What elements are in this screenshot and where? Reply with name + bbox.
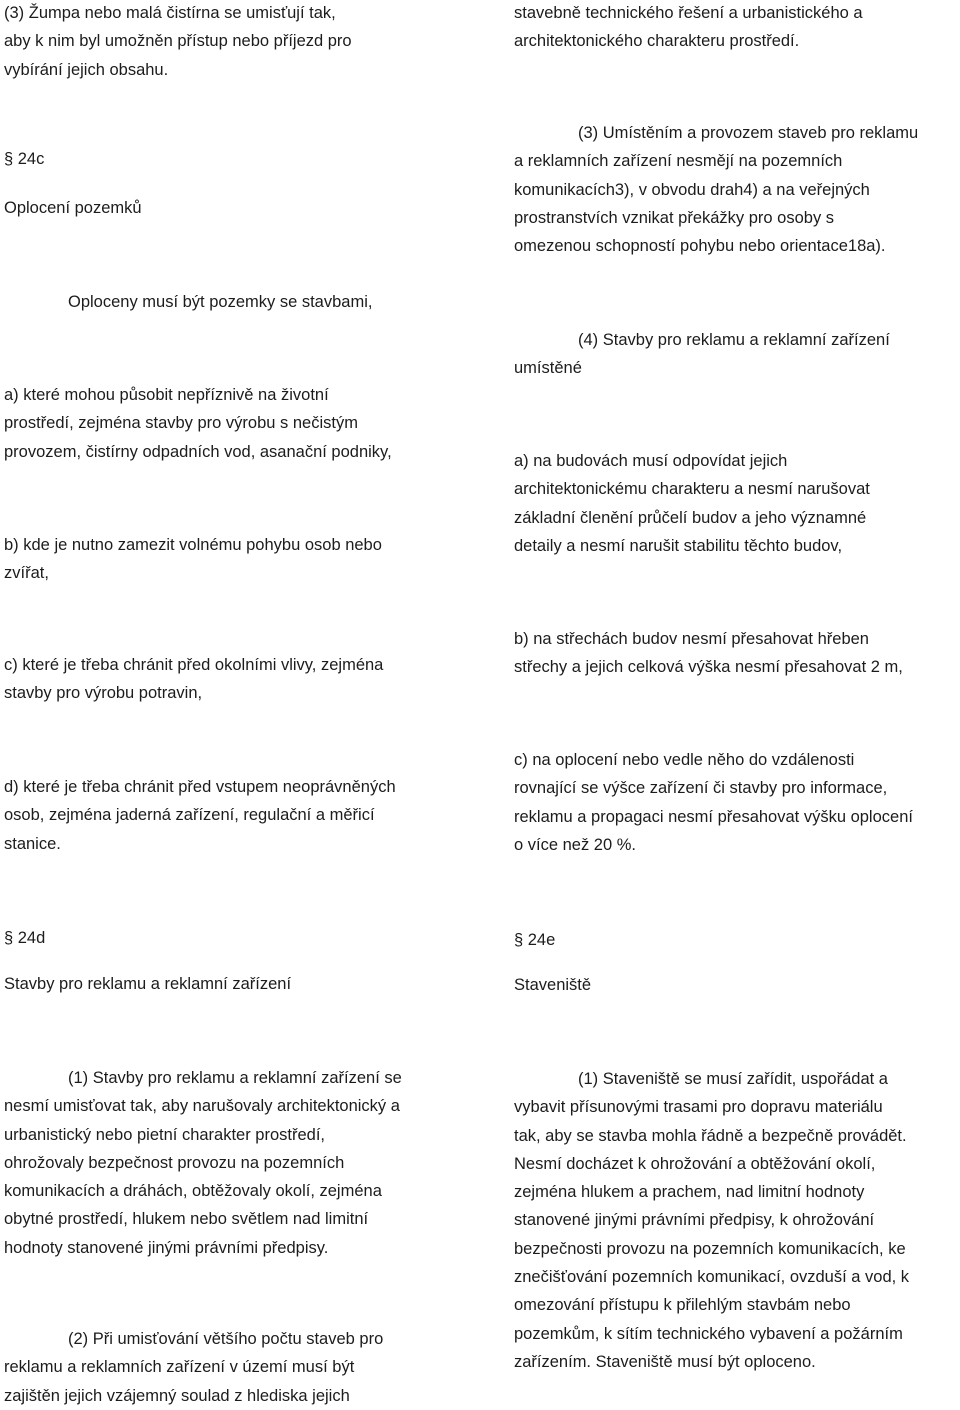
text-line: provozem, čistírny odpadních vod, asanační podniky, (4, 442, 392, 461)
text-line: osob, zejména jaderná zařízení, regulační a měřicí (4, 806, 375, 825)
section-24d-number: § 24d (4, 929, 46, 947)
text-line: d) které je třeba chránit před vstupem neoprávněných (4, 778, 396, 796)
text-line: urbanistický nebo pietní charakter prostředí, (4, 1125, 326, 1144)
text-line: (3) Žumpa nebo malá čistírna se umisťují tak, (4, 4, 336, 22)
advert-item-a (514, 447, 870, 560)
text-line: zařízením. Staveniště musí být oploceno. (514, 1352, 816, 1371)
text-line: (2) Při umisťování většího počtu staveb pro (68, 1330, 384, 1348)
text-line: detaily a nesmí narušit stabilitu těchto budov, (514, 536, 843, 555)
right-top-fragment (514, 0, 863, 56)
text-line: umístěné (514, 359, 582, 378)
text-line: znečišťování pozemních komunikací, ovzduší a vod, k (514, 1268, 910, 1287)
text-line: základní členění průčelí budov a jeho významné (514, 508, 867, 527)
text-line: (1) Staveniště se musí zařídit, uspořádat a (578, 1070, 888, 1088)
text-line: komunikacích a dráhách, obtěžovaly okolí, zejména (4, 1182, 382, 1201)
left-top-fragment (4, 0, 352, 84)
text-line: vybavit přísunovými trasami pro dopravu materiálu (514, 1098, 883, 1117)
text-line: reklamu a propagaci nesmí přesahovat výšku oplocení (514, 807, 913, 826)
section-24c-title: Oplocení pozemků (4, 199, 142, 217)
fencing-item-d (4, 773, 396, 858)
text-line: aby k nim byl umožněn přístup nebo příjezd pro (4, 32, 352, 51)
advert-para-4 (514, 326, 890, 383)
text-line: o více než 20 %. (514, 835, 636, 854)
advert-item-c (514, 746, 913, 859)
text-line: (1) Stavby pro reklamu a reklamní zařízení se (68, 1069, 402, 1087)
text-line: (4) Stavby pro reklamu a reklamní zařízení (578, 331, 890, 349)
text-line: c) které je třeba chránit před okolními vlivy, zejména (4, 656, 384, 674)
text-line: omezenou schopností pohybu nebo orientace18a). (514, 237, 886, 256)
text-line: stanice. (4, 834, 61, 853)
text-line: stavby pro výrobu potravin, (4, 684, 203, 703)
text-line: nesmí umisťovat tak, aby narušovaly architektonický a (4, 1097, 400, 1116)
text-line: a reklamních zařízení nesmějí na pozemních (514, 152, 843, 171)
text-line: zejména hlukem a prachem, nad limitní hodnoty (514, 1183, 865, 1202)
fencing-item-a (4, 381, 392, 466)
text-line: vybírání jejich obsahu. (4, 60, 169, 79)
text-line: reklamu a reklamních zařízení v území musí být (4, 1358, 355, 1377)
text-line: architektonickému charakteru a nesmí narušovat (514, 480, 870, 499)
text-line: omezování přístupu k přilehlým stavbám nebo (514, 1296, 851, 1315)
text-line: obytné prostředí, hlukem nebo světlem nad limitní (4, 1210, 369, 1229)
text-line: c) na oplocení nebo vedle něho do vzdálenosti (514, 751, 855, 769)
section-24e-title: Staveniště (514, 976, 592, 994)
text-line: b) kde je nutno zamezit volnému pohybu osob nebo (4, 536, 382, 554)
text-line: komunikacích3), v obvodu drah4) a na veřejných (514, 180, 870, 199)
advert-item-b (514, 625, 903, 682)
text-line: stanovené jinými právními předpisy, k ohrožování (514, 1211, 875, 1230)
text-line: prostranstvích vznikat překážky pro osoby s (514, 208, 835, 227)
text-line: architektonického charakteru prostředí. (514, 32, 800, 51)
fencing-item-b (4, 531, 382, 588)
fencing-intro: Oploceny musí být pozemky se stavbami, (68, 293, 373, 311)
text-line: ohrožovaly bezpečnost provozu na pozemních (4, 1153, 345, 1172)
text-line: zajištěn jejich vzájemný soulad z hlediska jejich (4, 1386, 350, 1405)
text-line: střechy a jejich celková výška nesmí přesahovat 2 m, (514, 658, 903, 677)
section-24c-number: § 24c (4, 150, 45, 168)
text-line: (3) Umístěním a provozem staveb pro reklamu (578, 124, 919, 142)
text-line: b) na střechách budov nesmí přesahovat hřeben (514, 630, 869, 648)
text-line: hodnoty stanovené jinými právními předpisy. (4, 1238, 329, 1257)
advert-para-1 (4, 1064, 402, 1262)
text-line: stavebně technického řešení a urbanistického a (514, 4, 863, 22)
text-line: zvířat, (4, 564, 49, 583)
text-line: bezpečnosti provozu na pozemních komunikacích, ke (514, 1239, 906, 1258)
fencing-item-c (4, 651, 383, 708)
text-line: pozemkům, k sítím technického vybavení a požárním (514, 1324, 903, 1343)
section-24e-number: § 24e (514, 931, 556, 949)
text-line: rovnající se výšce zařízení či stavby pro informace, (514, 779, 888, 798)
text-line: Nesmí docházet k ohrožování a obtěžování okolí, (514, 1154, 876, 1173)
text-line: a) na budovách musí odpovídat jejich (514, 452, 788, 470)
section-24d-title: Stavby pro reklamu a reklamní zařízení (4, 975, 292, 993)
advert-para-2 (4, 1325, 383, 1410)
site-para-1 (514, 1065, 909, 1376)
text-line: tak, aby se stavba mohla řádně a bezpečně provádět. (514, 1126, 907, 1145)
advert-para-3 (514, 119, 918, 260)
text-line: a) které mohou působit nepříznivě na životní (4, 386, 329, 404)
text-line: prostředí, zejména stavby pro výrobu s nečistým (4, 414, 358, 433)
